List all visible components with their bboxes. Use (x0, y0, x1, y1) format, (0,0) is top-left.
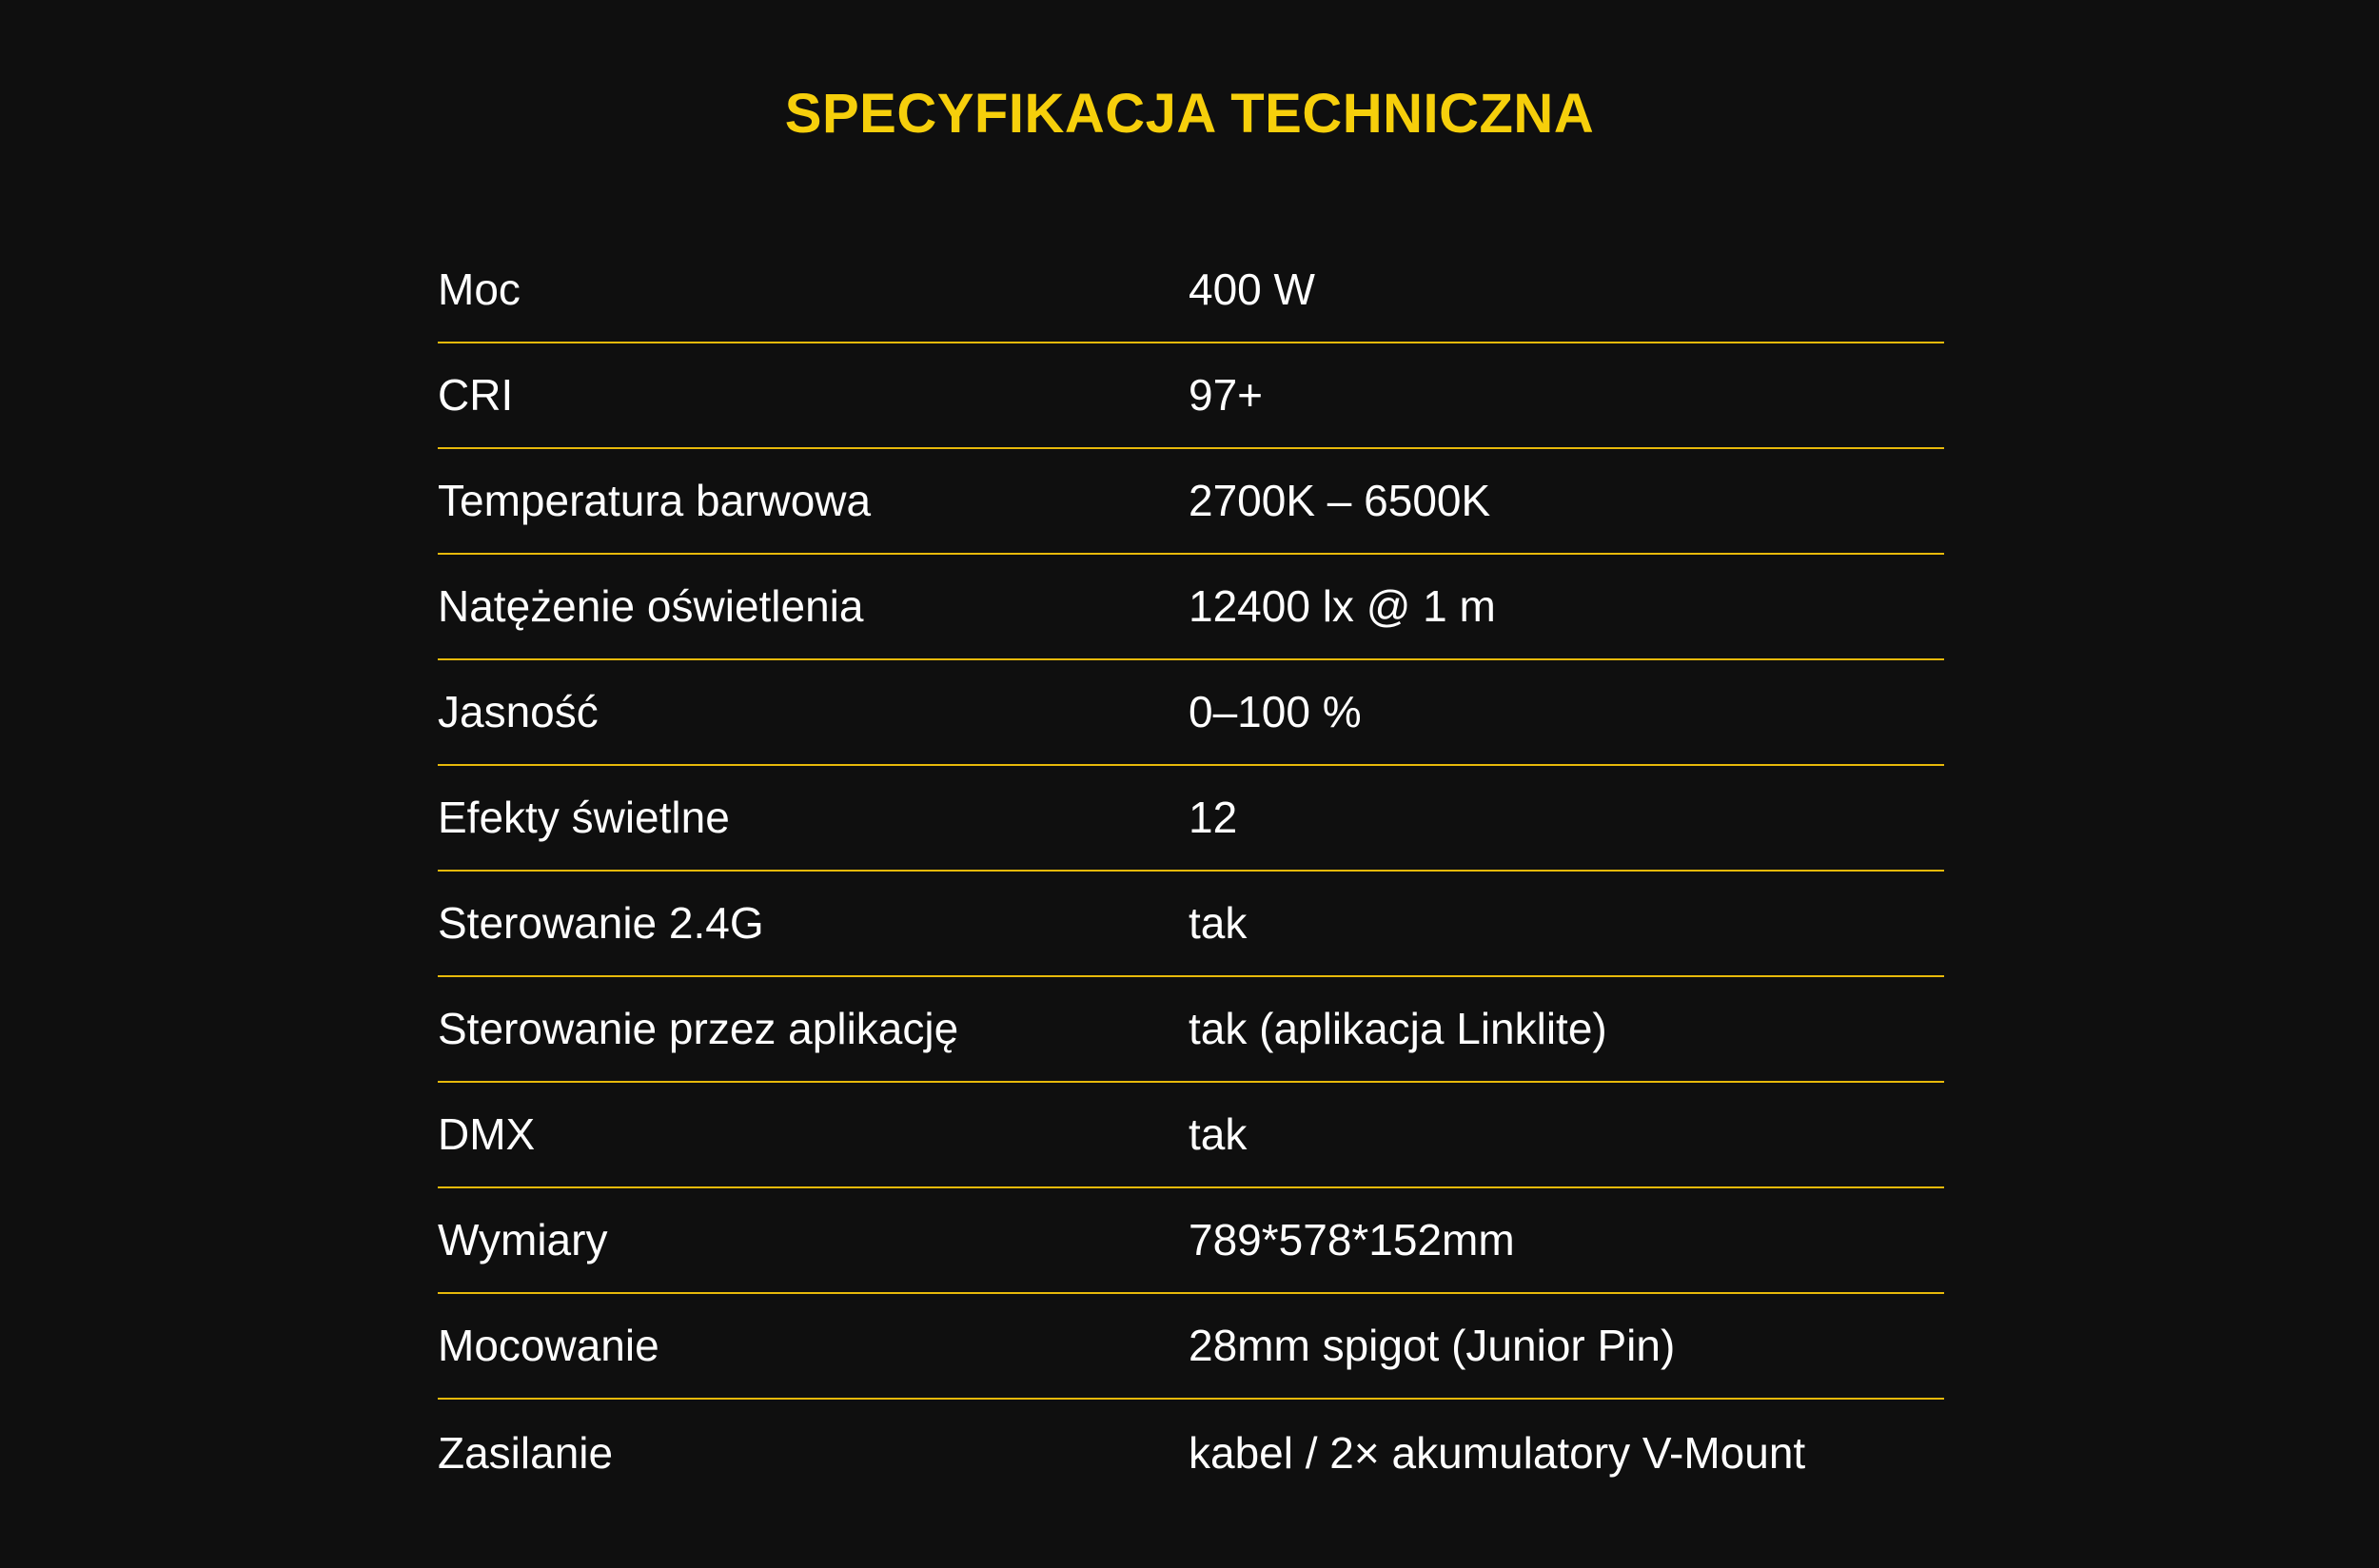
spec-value: 789*578*152mm (1189, 1215, 1515, 1264)
spec-label: DMX (438, 1109, 536, 1159)
spec-row-temperatura (438, 449, 1944, 555)
spec-label: Wymiary (438, 1215, 608, 1264)
spec-label: Moc (438, 265, 521, 314)
spec-row-jasnosc (438, 660, 1944, 766)
spec-label: Sterowanie 2.4G (438, 898, 764, 948)
spec-row-efekty (438, 766, 1944, 872)
spec-value: tak (1189, 1109, 1248, 1159)
spec-row-zasilanie (438, 1400, 1944, 1505)
spec-value: tak (aplikacja Linklite) (1189, 1004, 1607, 1053)
spec-table (438, 238, 1944, 1505)
spec-label: Efekty świetlne (438, 793, 730, 842)
spec-value: 12400 lx @ 1 m (1189, 581, 1496, 631)
spec-row-sterowanie-aplikacja (438, 977, 1944, 1083)
spec-value: 400 W (1189, 265, 1315, 314)
spec-value: 2700K – 6500K (1189, 476, 1491, 525)
spec-row-cri (438, 343, 1944, 449)
page-title: SPECYFIKACJA TECHNICZNA (784, 83, 1595, 145)
spec-value: kabel / 2× akumulatory V-Mount (1189, 1428, 1806, 1478)
spec-row-sterowanie-24g (438, 872, 1944, 977)
spec-label: Natężenie oświetlenia (438, 581, 864, 631)
spec-value: 12 (1189, 793, 1238, 842)
spec-label: Temperatura barwowa (438, 476, 872, 525)
spec-value: tak (1189, 898, 1248, 948)
spec-row-natezenie (438, 555, 1944, 660)
spec-row-moc (438, 238, 1944, 343)
spec-value: 0–100 % (1189, 687, 1362, 736)
spec-row-wymiary (438, 1188, 1944, 1294)
spec-label: Jasność (438, 687, 599, 736)
spec-label: Zasilanie (438, 1428, 614, 1478)
spec-value: 97+ (1189, 370, 1264, 420)
spec-row-mocowanie (438, 1294, 1944, 1400)
spec-label: CRI (438, 370, 514, 420)
spec-row-dmx (438, 1083, 1944, 1188)
spec-value: 28mm spigot (Junior Pin) (1189, 1321, 1676, 1370)
spec-label: Mocowanie (438, 1321, 659, 1370)
spec-label: Sterowanie przez aplikację (438, 1004, 959, 1053)
